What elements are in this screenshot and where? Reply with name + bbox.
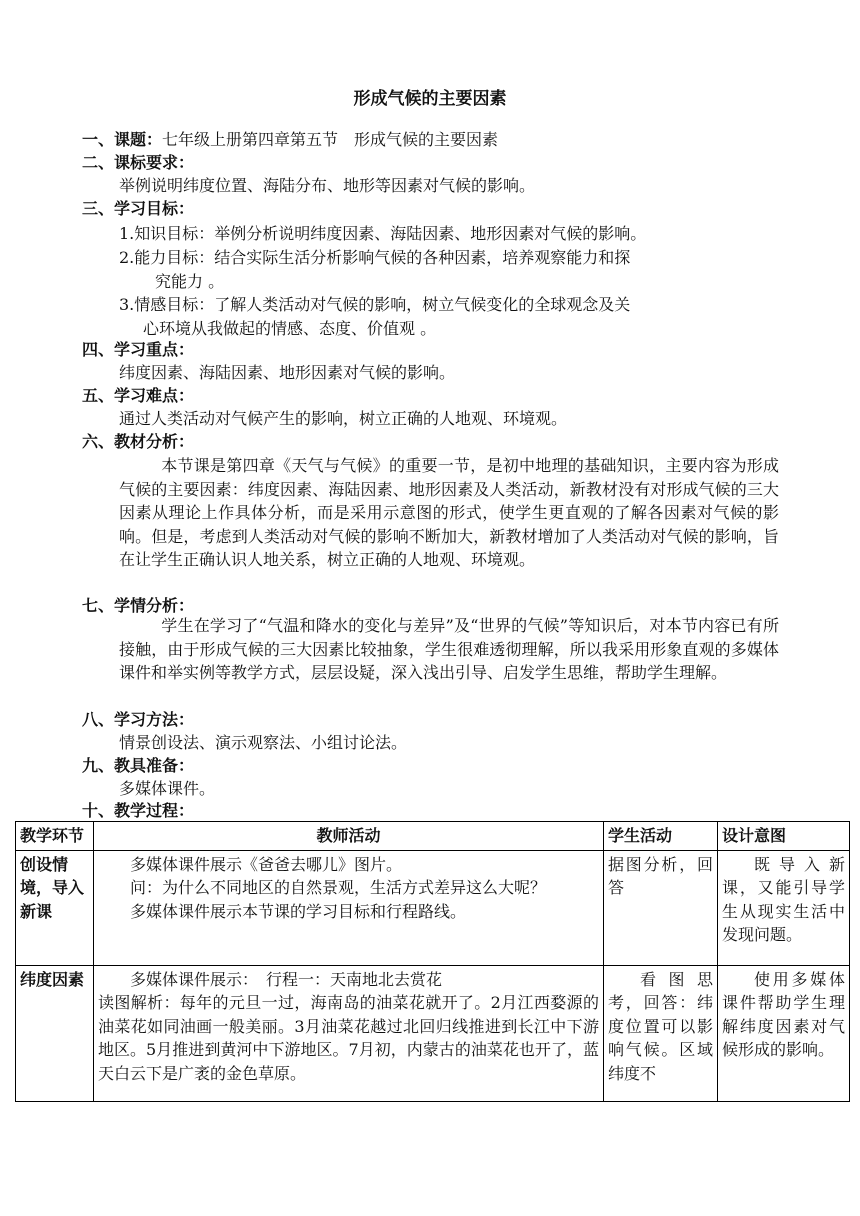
intent-cell: 既导入新课，又能引导学生从现实生活中发现问题。	[718, 850, 850, 965]
intent-cell: 使用多媒体课件帮助学生理解纬度因素对气候形成的影响。	[718, 965, 850, 1101]
header-stage: 教学环节	[16, 822, 94, 851]
stage-cell: 纬度因素	[16, 965, 94, 1101]
section-material-heading: 六、教材分析：	[82, 432, 195, 451]
table-header-row	[16, 822, 850, 851]
teacher-line: 问：为什么不同地区的自然景观，生活方式差异这么大呢？	[130, 878, 547, 897]
document-title: 形成气候的主要因素	[353, 89, 507, 109]
section-tools-heading: 九、教具准备：	[82, 756, 195, 775]
section-tools-text: 多媒体课件。	[119, 779, 216, 798]
teacher-cell	[94, 850, 604, 965]
section-text: 七年级上册第四章第五节 形成气候的主要因素	[162, 130, 499, 149]
header-student: 学生活动	[604, 822, 718, 851]
header-intent: 设计意图	[718, 822, 850, 851]
objective-knowledge: 1.知识目标：举例分析说明纬度因素、海陆因素、地形因素对气候的影响。	[119, 224, 647, 243]
objective-ability: 2.能力目标：结合实际生活分析影响气候的各种因素，培养观察能力和探 究能力 。	[119, 248, 631, 291]
section-material-text: 本节课是第四章《天气与气候》的重要一节，是初中地理的基础知识，主要内容为形成气候的主要因素：纬度因素、海陆因素、地形因素及人类活动，新教材没有对形成气候的三大因素从理论上作具体分析，而是采用示意图的形式，使学生更直观的了解各因素对气候的影响。但是，考虑到人类活动对气候的影响不断加大，新教材增加了人类活动对气候的影响，旨在让学生正确认识人地关系，树立正确的人地观、环境观。	[119, 456, 779, 569]
section-heading: 一、课题：	[82, 130, 163, 149]
section-learner-heading: 七、学情分析：	[82, 596, 195, 615]
section-difficulty-text: 通过人类活动对气候产生的影响，树立正确的人地观、环境观。	[119, 409, 568, 428]
teacher-line: 读图解析：每年的元旦一过，海南岛的油菜花就开了。2月江西婺源的油菜花如同油画一般美丽。3月油菜花越过北回归线推进到长江中下游地区。5月推进到黄河中下游地区。7月初，内蒙古的油菜花也开了，蓝天白云下是广袤的金色草原。	[98, 993, 599, 1083]
section-difficulty-heading: 五、学习难点：	[82, 386, 195, 405]
teacher-cell	[94, 965, 604, 1101]
student-cell: 据图分析，回答	[604, 850, 718, 965]
section-keypoints-heading: 四、学习重点：	[82, 340, 195, 359]
teacher-line: 多媒体课件展示： 行程一：天南地北去赏花	[130, 969, 443, 989]
objective-emotion: 3.情感目标：了解人类活动对气候的影响，树立气候变化的全球观念及关 心环境从我做起的情感、态度、价值观 。	[119, 295, 631, 338]
section-method-heading: 八、学习方法：	[82, 710, 195, 729]
teacher-line: 多媒体课件展示《爸爸去哪儿》图片。	[130, 854, 403, 874]
section-keypoints-text: 纬度因素、海陆因素、地形因素对气候的影响。	[119, 363, 456, 382]
section-process-heading: 十、教学过程：	[82, 801, 195, 820]
section-standard-heading: 二、课标要求：	[82, 153, 195, 172]
section-learner-text: 学生在学习了“气温和降水的变化与差异”及“世界的气候”等知识后，对本节内容已有所接触，由于形成气候的三大因素比较抽象，学生很难透彻理解，所以我采用形象直观的多媒体课件和举实例等教学方式，层层设疑，深入浅出引导、启发学生思维，帮助学生理解。	[119, 616, 779, 682]
section-standard-text: 举例说明纬度位置、海陆分布、地形等因素对气候的影响。	[119, 176, 536, 195]
teaching-process-table	[15, 821, 850, 1102]
table-row	[16, 850, 850, 965]
section-topic	[82, 130, 498, 150]
student-cell: 看图思考，回答：纬度位置可以影响气候。区域纬度不	[604, 965, 718, 1101]
teacher-line: 多媒体课件展示本节课的学习目标和行程路线。	[130, 901, 467, 921]
header-teacher: 教师活动	[94, 822, 604, 851]
section-objectives-heading: 三、学习目标：	[82, 199, 195, 218]
table-row	[16, 965, 850, 1101]
stage-cell: 创设情境，导入新课	[16, 850, 94, 965]
section-method-text: 情景创设法、演示观察法、小组讨论法。	[119, 733, 408, 752]
